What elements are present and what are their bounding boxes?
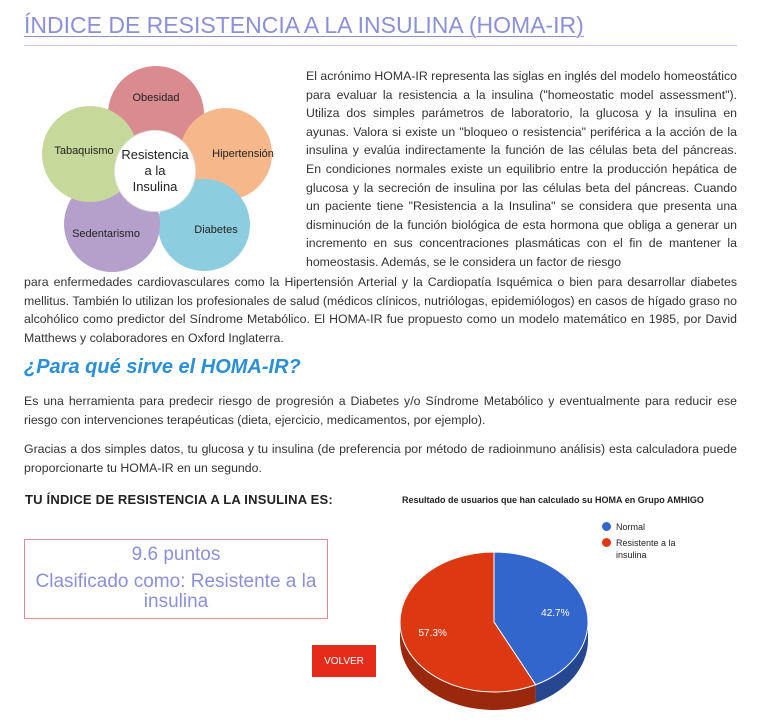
- venn-petal-sedentarismo: Sedentarismo: [64, 176, 160, 272]
- legend-swatch-normal: [602, 522, 611, 531]
- legend-item-normal: Normal: [602, 521, 696, 533]
- venn-petal-hipertension: Hipertensión: [180, 108, 272, 200]
- page-title: ÍNDICE DE RESISTENCIA A LA INSULINA (HOMA-IR): [24, 12, 737, 46]
- venn-petal-obesidad: Obesidad: [108, 66, 204, 162]
- section-heading: ¿Para qué sirve el HOMA-IR?: [24, 356, 301, 378]
- venn-petal-tabaquismo: Tabaquismo: [42, 106, 138, 202]
- risk-factors-diagram: [40, 66, 280, 270]
- volver-button[interactable]: VOLVER: [312, 645, 376, 677]
- result-points: 9.6 puntos: [131, 544, 221, 565]
- chart-title: Resultado de usuarios que han calculado su HOMA en Grupo AMHIGO: [402, 495, 704, 505]
- chart-legend: [602, 521, 696, 565]
- pie-data-label-1: 57.3%: [418, 627, 447, 639]
- calculator-paragraph: Gracias a dos simples datos, tu glucosa y tu insulina (de preferencia por método de radioinmuno análisis) esta calculadora puede proporcionarte tu HOMA-IR en un segundo.: [24, 442, 737, 475]
- result-box: [24, 539, 328, 619]
- result-classification: Clasificado como: Resistente a la insulina: [35, 571, 317, 612]
- legend-item-resistente: Resistente a la insulina: [602, 537, 696, 561]
- venn-petal-diabetes: Diabetes: [158, 179, 250, 271]
- pie-chart: [380, 540, 610, 722]
- venn-center: Resistencia a la Insulina: [114, 130, 196, 212]
- purpose-paragraph: Es una herramienta para predecir riesgo de progresión a Diabetes y/o Síndrome Metabólico y eventualmente para reducir ese riesgo con intervenciones terapéuticas (dieta, ejercicio, medicamentos, por ejemplo).: [24, 394, 737, 427]
- pie-data-label-0: 42.7%: [541, 608, 570, 620]
- result-label: TU ÍNDICE DE RESISTENCIA A LA INSULINA ES:: [25, 492, 333, 507]
- intro-paragraph: El acrónimo HOMA-IR representa las siglas en inglés del modelo homeostático para evaluar la resistencia a la insulina ("homeostatic model assessment"). Utiliza dos simples parámetros de laboratorio, la glucosa y la insulina en ayunas. Valora si existe un "bloqueo o resistencia" periférica a la acción de la insulina y evalúa indirectamente la función de las células beta del páncreas. En condiciones normales existe un equilibrio entre la producción hepática de glucosa y la secreción de insulina por las células beta del páncreas. Cuando un paciente tiene "Resistencia a la Insulina" se considera que presenta una disminución de la función biológica de esta hormona que obliga a generar un incremento en sus concentraciones plasmáticas con el fin de mantener la homeostasis. Además, se le considera un factor de riesgo: [306, 69, 737, 269]
- intro-paragraph-continued: para enfermedades cardiovasculares como la Hipertensión Arterial y la Cardiopatía Isquémica o bien para desarrollar diabetes mellitus. También lo utilizan los profesionales de salud (médicos clínicos, nutriólogas, epidemiólogos) en casos de hígado graso no alcohólico como predictor del Síndrome Metabólico. El HOMA-IR fue propuesto como un modelo matemático en 1985, por David Matthews y colaboradores en Oxford Inglaterra.: [24, 275, 737, 345]
